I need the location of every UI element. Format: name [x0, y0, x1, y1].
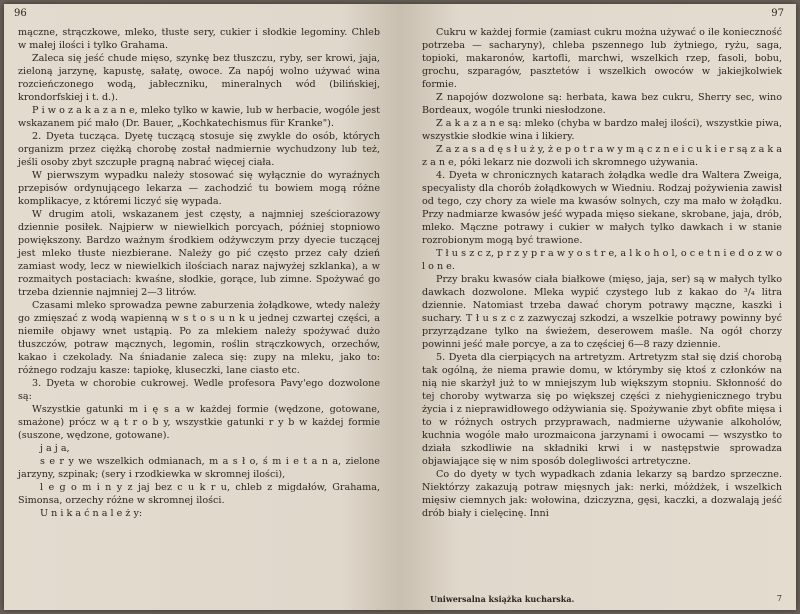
paragraph: Co do dyety w tych wypadkach zdania lekarzy są bardzo sprzeczne. Niektórzy zakazują potraw mięsnych jak: nerki, móżdżek, i wszelkich mięsiw ciemnych jak: wołowina, dziczyzna, gęsi, kaczki, a dozwalają jeść drób biały i cielęcinę. Inni — [422, 469, 782, 519]
section-dyeta-cukrowa: 3. Dyeta w chorobie cukrowej. Wedle profesora Pavy'ego dozwolone są: — [18, 378, 380, 402]
section-dyeta-artretyzm: 5. Dyeta dla cierpiących na artretyzm. Artretyzm stał się dziś chorobą tak ogólną, że niema prawie domu, w którymby się ktoś z członków na nią nie skarżył już to w mniejszym lub większym stopniu. Skłonność do tej choroby wytwarza się po większej części z niehygienicznego trybu życia i z nieprawidłowego odżywiania się. Spożywanie zbyt obfite mięsa i to w różnych ostrych przyprawach, nadmierne używanie alkoholów, kuchnia wogóle mało urozmaicona jarzynami i owocami — wszystko to działa szkodliwie na składniki krwi i w następstwie sprowadza objawiające się w nim sposób dolegliwości artretyczne. — [422, 352, 782, 467]
book-spread — [4, 4, 796, 610]
right-page-number: 97 — [771, 8, 784, 19]
list-item: s e r y we wszelkich odmianach, m a s ł o, ś m i e t a n a, zielone jarzyny, szpinak; (sery i rzodkiewka w skromnej ilości), — [18, 456, 380, 480]
paragraph: mączne, strączkowe, mleko, tłuste sery, cukier i słodkie legominy. Chleb w małej ilości i tylko Grahama. — [18, 27, 380, 51]
paragraph: W pierwszym wypadku należy stosować się wyłącznie do wyraźnych przepisów ordynującego lekarza — zachodzić tu bowiem mogą różne komplikacye, z któremi liczyć się wypada. — [18, 170, 380, 207]
paragraph: P i w o z a k a z a n e, mleko tylko w kawie, lub w herbacie, wogóle jest wskazanem pić mało (Dr. Bauer, „Kochkatechismus für Kranke"). — [18, 105, 380, 129]
signature-mark: 7 — [776, 594, 782, 603]
right-page — [400, 4, 796, 610]
paragraph: Zaleca się jeść chude mięso, szynkę bez tłuszczu, ryby, ser krowi, jaja, zieloną jarzynę, kapustę, sałatę, owoce. Za napój wolno używać wina rozcieńczonego wodą, jabłeczniku, mineralnych wód (bilińskiej, krondorfskiej i t. d.). — [18, 53, 380, 103]
paragraph: Cukru w każdej formie (zamiast cukru można używać o ile konieczność potrzeba — sacharyny), chleba pszennego lub żytniego, ryżu, saga, topioki, makaronów, kartofli, marchwi, wszelkich rzep, fasoli, bobu, grochu, szparagów, pasztetów i wszelkich owoców w jakiejkolwiek formie. — [422, 27, 782, 90]
paragraph: Z a k a z a n e są: mleko (chyba w bardzo małej ilości), wszystkie piwa, wszystkie słodkie wina i likiery. — [422, 118, 782, 142]
paragraph: Z napojów dozwolone są: herbata, kawa bez cukru, Sherry sec, wino Bordeaux, wogóle trunki niesłodzone. — [422, 92, 782, 116]
paragraph: T ł u s z c z, p r z y p r a w y o s t r e, a l k o h o l, o c e t n i e d o z w o l o n e. — [422, 248, 782, 272]
right-page-text — [422, 26, 782, 520]
section-dyeta-tuczaca: 2. Dyeta tucząca. Dyetę tuczącą stosuje się zwykle do osób, których organizm przez ciężką chorobę został nadmiernie wychudzony lub też, jeśli osoby zbyt szczupłe pragną nabrać więcej ciała. — [18, 131, 380, 168]
paragraph: Czasami mleko sprowadza pewne zaburzenia żołądkowe, wtedy należy go zmięszać z wodą wapienną w s t o s u n k u jednej czwartej części, a niemiłe objawy wnet ustąpią. Po za mlekiem należy spożywać dużo tłuszczów, potraw mącznych, legomin, roślin strączkowych, orzechów, kakao i czekolady. Na śniadanie zaleca się: zupy na mleku, jako to: różnego rodzaju kasze: tapiokę, kluseczki, lane ciasto etc. — [18, 300, 380, 376]
paragraph: W drugim atoli, wskazanem jest częsty, a najmniej sześciorazowy dziennie posiłek. Najpierw w niewielkich porcyach, później stopniowo powiększony. Bardzo ważnym środkiem odżywczym przy dyecie tuczącej jest mleko tłuste niezbierane. Należy go pić często przez cały dzień zamiast wody, lecz w niewielkich ilościach naraz najwyżej szklanka), a w rozmaitych postaciach: kwaśne, słodkie, gorące, lub zimne. Spożywać go trzeba dziennie najmniej 2—3 litrów. — [18, 209, 380, 298]
list-item: l e g o m i n y z jaj bez c u k r u, chleb z migdałów, Grahama, Simonsa, orzechy różne w skromnej ilości. — [18, 482, 380, 506]
paragraph: Z a z a s a d ę s ł u ż y, ż e p o t r a w y m ą c z n e i c u k i e r są z a k a z a n e, póki lekarz nie dozwoli ich skromnego używania. — [422, 144, 782, 168]
list-item: j a j a, — [40, 443, 70, 454]
left-page-text — [18, 26, 380, 520]
footer-title: Uniwersalna książka kucharska. — [430, 594, 575, 604]
paragraph: Przy braku kwasów ciała białkowe (mięso, jaja, ser) są w małych tylko dawkach dozwolone. Mleka wypić czystego lub z kakao do ³/₄ litra dziennie. Natomiast trzeba dawać chorym potrawy mączne, kaszki i suchary. T ł u s z c z zazwyczaj szkodzi, a wszelkie potrawy powinny być przyrządzane tylko na świeżem, deserowem maśle. Na ogół chorzy powinni jeść małe porcye, a za to częściej 6—8 razy dziennie. — [422, 274, 782, 350]
section-dyeta-katar: 4. Dyeta w chronicznych katarach żołądka wedle dra Waltera Zweiga, specyalisty dla chorób żołądkowych w Wiedniu. Rodzaj pożywienia zawisł od tego, czy chory za wiele ma kwasów solnych, czy ma mało w żołądku. Przy nadmiarze kwasów jeść wypada mięso siekane, skrobane, jaja, drób, mleko. Mączne potrawy i cukier w małych tylko dawkach i w stanie rozrobionym mogą być trawione. — [422, 170, 782, 246]
list-item: U n i k a ć n a l e ż y: — [40, 508, 143, 519]
page-footer — [430, 594, 782, 604]
left-page — [4, 4, 400, 610]
paragraph: Wszystkie gatunki m i ę s a w każdej formie (wędzone, gotowane, smażone) prócz w ą t r o b y, wszystkie gatunki r y b w każdej formie (suszone, wędzone, gotowane). — [18, 404, 380, 441]
left-page-number: 96 — [14, 8, 27, 19]
